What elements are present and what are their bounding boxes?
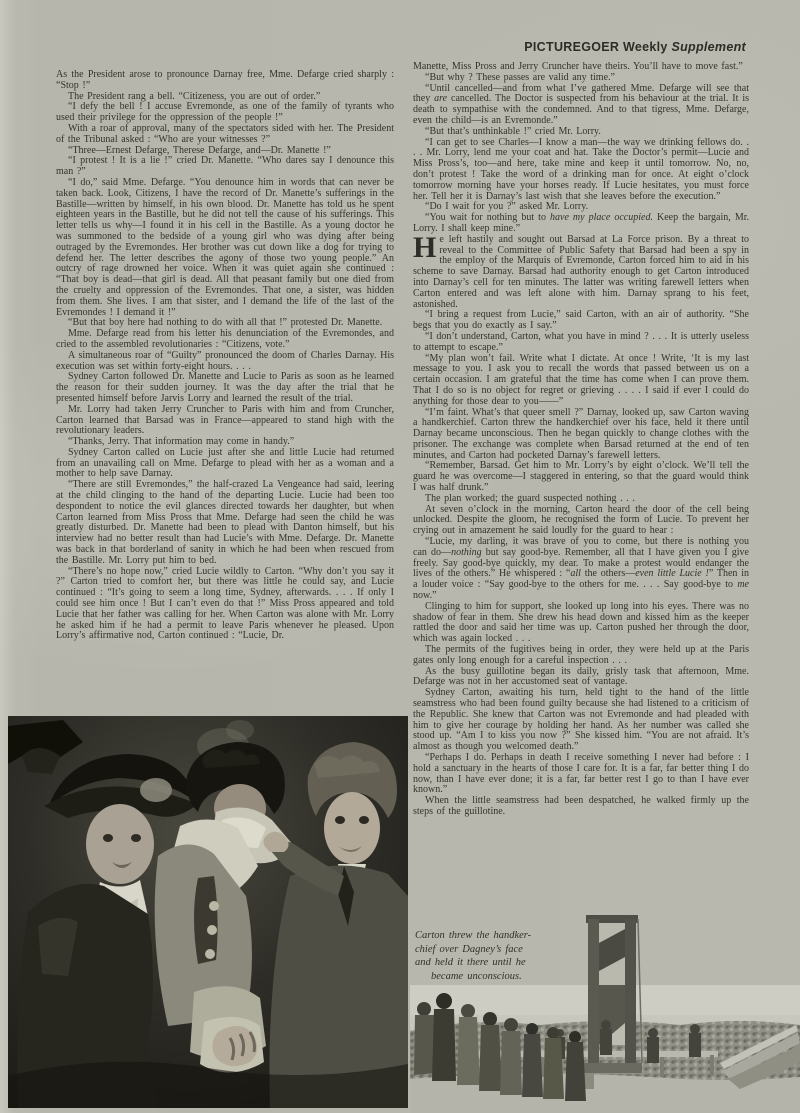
story-paragraph: Mr. Lorry had taken Jerry Cruncher to Paris with him and from Cruncher, Carton learned that Barsad was in France—appeared to stand high with the revolutionary leaders. <box>56 403 394 437</box>
story-paragraph: “You wait for nothing but to have my place occupied. Keep the bargain, Mr. Lorry. I shall keep mine.” <box>413 212 749 234</box>
story-paragraph: He left hastily and sought out Barsad at La Force prison. By a threat to reveal to the Committee of Public Safety that Barsad had been a spy in the employ of the Marquis of Evremonde, Carton forced him to aid in his scheme to save Darnay. Barsad had authority enough to get Carton introduced into Darnay’s cell for ten minutes. The latter was writing farewell letters when Carton entered and was left alone with him. Darnay sprang to his feet, astonished. <box>413 230 749 310</box>
story-paragraph: When the little seamstress had been despatched, he walked firmly up the steps of the guillotine. <box>413 795 749 817</box>
story-paragraph: “There’s no hope now,” cried Lucie wildly to Carton. “Why don’t you say it ?” Carton tried to comfort her, but there was little he could say, and Lucie continued : “It’s going to seem a long time, Sydney, afterwards. . . . If only I could see him once ! But I can’t even do that !” Miss Pross appeared and told Lucie that her father was calling for her. When Carton was alone with Mr. Lorry he asked him if he had a permit to leave Paris whenever he pleased. Upon Lorry’s affirmative nod, Carton continued : “Lucie, Dr. <box>56 565 394 642</box>
story-paragraph: Clinging to him for support, she looked up long into his eyes. There was no shadow of fear in them. She drew his head down and kissed him as the keeper rattled the door and said her time was up. Carton pushed her through the door, which was again locked . . . <box>413 600 749 645</box>
story-column-right <box>413 62 749 818</box>
magazine-title: PICTUREGOER Weekly <box>524 40 668 54</box>
photo-guillotine-crowd <box>410 913 800 1113</box>
story-paragraph: At seven o’clock in the morning, Carton heard the door of the cell being unlocked. Despite the gloom, he recognised the form of Lucie. To prevent her crying out in amazement he said loudly for the guard to hear : <box>413 503 749 537</box>
story-paragraph: “I can get to see Charles—I know a man—the way we drinking fellows do. . . . Mr. Lorry, lend me your coat and hat. Take the Doctor’s permit—Lucie and Miss Pross’s, too—and here, take mine and keep it until tomorrow. No, no, don’t protest ! Take the word of a drinking man for once. At eight o’clock tomorrow morning have your horses ready. If Lucie hesitates, you must force her. Tell her it is Darnay’s last wish that she leaves before the execution.” <box>413 136 749 202</box>
drop-cap: H <box>413 230 437 264</box>
story-paragraph: Sydney Carton called on Lucie just after she and little Lucie had returned from an unavailing call on Mme. Defarge to plead with her as a woman and a mother to help save Darnay. <box>56 446 394 480</box>
story-paragraph: The President rang a bell. “Citizeness, you are out of order.” <box>68 90 321 102</box>
story-paragraph: “My plan won’t fail. Write what I dictate. At once ! Write, ‘It is my last message to you. I ask you to recall the words that passed between us on a certain occasion. I am grateful that the time has come when I can prove them. That I do so is no object for regret or grieving . . . . I said if ever I could do anything for those dear to you——” <box>413 352 749 407</box>
photo-caption-line: became unconscious. <box>431 970 522 982</box>
story-paragraph: “But that’s unthinkable !” cried Mr. Lorry. <box>425 125 601 137</box>
story-paragraph: “But why ? These passes are valid any time.” <box>425 71 615 83</box>
story-paragraph: “Perhaps I do. Perhaps in death I receive something I never had before : I hold a sanctuary in the hearts of those I care for. It is a far, far better thing I do now, than I have ever done; it is a far, far better rest I go to than I have ever known.” <box>413 752 749 796</box>
magazine-header <box>524 40 746 54</box>
story-column-left <box>56 70 394 642</box>
story-paragraph: Mme. Defarge read from his letter his denunciation of the Evremondes, and cried to the assembled revolutionaries : “Citizens, vote.” <box>56 328 394 350</box>
story-paragraph: Manette, Miss Pross and Jerry Cruncher have theirs. You’ll have to move fast.” <box>413 61 743 72</box>
story-paragraph: “I do,” said Mme. Defarge. “You denounce him in words that can never be taken back. Look, Citizens, I have the record of Dr. Manette’s sufferings in the Bastille—written by himself, in his own blood. Dr. Manette has told us he spent eighteen years in the Bastille, but he did not tell the cause of his sufferings. This letter tells us why—I found it in his cell in the Bastille. As a young doctor he was summoned to the bedside of a young girl who was dying after being outraged by the Evremondes. Her brother was cut down like a dog for trying to defend her. The letter describes the agony of those two young people.” An outcry of rage drowned her voice. When it was quiet again she continued : “That boy is dead—that girl is dead. All that peasant family but one died from the cruelty and oppression of the Evremondes. That one, a sister, was hidden from them. She lives. I am that sister, and I demand the life of the last of the Evremondes ! I demand it !” <box>56 176 394 318</box>
story-paragraph: A simultaneous roar of “Guilty” pronounced the doom of Charles Darnay. His execution was set within forty-eight hours. . . . <box>56 349 394 372</box>
story-paragraph: With a roar of approval, many of the spectators sided with her. The President of the Tribunal asked : “Who are your witnesses ?” <box>56 122 394 145</box>
story-paragraph: “I’m faint. What’s that queer smell ?” Darnay, looked up, saw Carton waving a handkerchief. Carton threw the handkerchief over his face, held it there until Darnay became unconscious. Then he began quickly to change clothes with the prisoner. The exchange was complete when Barsad returned at the end of ten minutes, and Carton had pocketed Darnay’s farewell letters. <box>413 406 749 461</box>
story-paragraph: “I defy the bell ! I accuse Evremonde, as one of the family of tyrants who used their privilege for the oppression of the people !” <box>56 101 394 124</box>
story-paragraph: “Until cancelled—and from what I’ve gathered Mme. Defarge will see that they are cancelled. The Doctor is suspected from his behaviour at the trial. It is death to sympathise with the condemned. And to that tigress, Mme. Defarge, even the child—is an Evremonde.” <box>413 82 750 126</box>
story-paragraph: The plan worked; the guard suspected nothing . . . <box>425 492 635 504</box>
story-paragraph: Sydney Carton followed Dr. Manette and Lucie to Paris as soon as he learned the reason for their sudden journey. It was the day after the trial that he presented himself before Jarvis Lorry and learned the result of the trial. <box>56 371 394 404</box>
story-paragraph: “Remember, Barsad. Get him to Mr. Lorry’s by eight o’clock. We’ll tell the guard he was overcome—I staggered in entering, so that the guard would think I was half drunk.” <box>413 460 749 494</box>
story-paragraph: As the President arose to pronounce Darnay free, Mme. Defarge cried sharply : “Stop !” <box>56 69 394 91</box>
story-paragraph: “Lucie, my darling, it was brave of you to come, but there is nothing you can do—nothing but say good-bye. Remember, all that I have given you I give freely. Say good-bye quickly, my dear. To make a protest would endanger the lives of the others.” He whispered : “all the others—even little Lucie !” Then in a louder voice : “Say good-bye to the others for me. . . . Say good-bye to me now.” <box>413 536 749 602</box>
photo-caption-line: chief over Dagney’s face <box>415 943 523 955</box>
story-paragraph: “I bring a request from Lucie,” said Carton, with an air of authority. “She begs that you do exactly as I say.” <box>413 309 749 332</box>
story-paragraph: The permits of the fugitives being in order, they were held up at the Paris gates only long enough for a careful inspection . . . <box>413 644 749 666</box>
photo-caption-line: and held it there until he <box>415 957 526 968</box>
magazine-supplement-label: Supplement <box>671 40 746 54</box>
story-paragraph: “I protest ! It is a lie !” cried Dr. Manette. “Who dares say I denounce this man ?” <box>56 155 394 178</box>
story-paragraph: “But that boy here had nothing to do with all that !” protested Dr. Manette. <box>68 317 383 329</box>
story-paragraph: Sydney Carton, awaiting his turn, held tight to the hand of the little seamstress who had been found guilty because she had listened to a criticism of the Republic. She knew that Carton was not Evremonde and had pleaded with him to give her courage by holding her hand. As her number was called she stood up. “Am I to kiss you now ?” She kissed him. “You are not afraid. It’s almost as though you welcomed death.” <box>413 687 749 753</box>
photo-darnay-drugging-scene <box>8 716 408 1108</box>
story-paragraph: “Thanks, Jerry. That information may come in handy.” <box>68 436 295 448</box>
story-paragraph: As the busy guillotine began its daily, grisly task that afternoon, Mme. Defarge was not in her accustomed seat of vantage. <box>413 665 749 688</box>
story-paragraph: “Three—Ernest Defarge, Therese Defarge, and—Dr. Manette !” <box>68 144 331 156</box>
story-paragraph: “Do I wait for you ?” asked Mr. Lorry. <box>425 201 589 213</box>
story-paragraph: “There are still Evremondes,” the half-crazed La Vengeance had said, leering at the child clinging to the hand of the departing Lucie. Lucie had been too despondent to notice the evil glances directed towards her daughter, but when Carton learned from Miss Pross that Mme. Defarge had seen the child he was greatly disturbed. Dr. Manette had been to plead with Danton himself, but his interview had no better result than had Lucie’s with Mme. Defarge. Dr. Manette was back in that borderland of sanity in which he had been when rescued from the Bastille. Mr. Lorry put him to bed. <box>56 479 394 566</box>
story-paragraph: “I don’t understand, Carton, what you have in mind ? . . . It is utterly useless to attempt to escape.” <box>413 330 749 353</box>
photo-caption-line: Carton threw the handker- <box>415 930 532 941</box>
